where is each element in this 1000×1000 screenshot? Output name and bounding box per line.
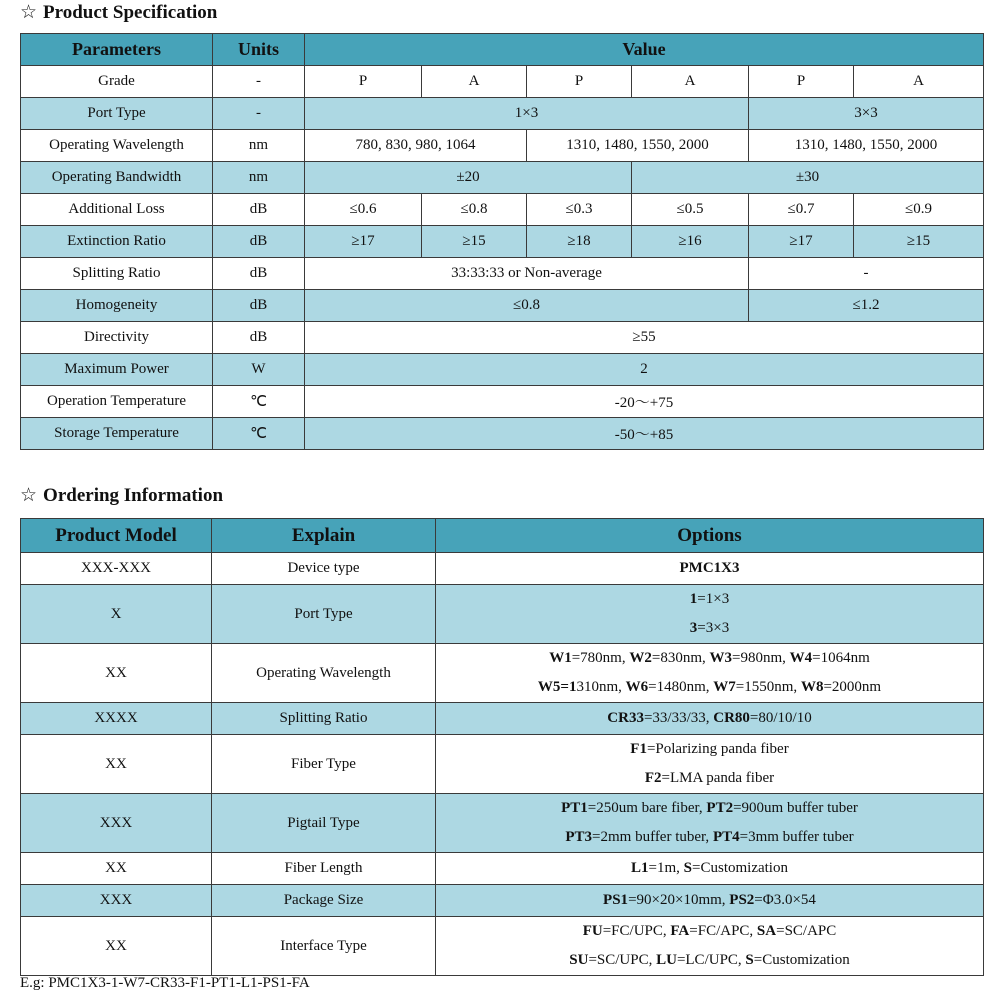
option-line [436, 886, 983, 915]
table-row [21, 794, 984, 853]
option-line [436, 554, 983, 583]
explain-cell: Interface Type [212, 917, 436, 976]
option-desc: 310nm, [576, 679, 626, 695]
param-label: Homogeneity [21, 290, 213, 322]
option-desc: =1480nm, [648, 679, 714, 695]
option-code: PT3 [565, 829, 593, 845]
spec-header-row [21, 34, 984, 66]
value-cell: A [422, 66, 527, 98]
table-row [21, 553, 984, 585]
option-desc: =FC/UPC, [602, 923, 671, 939]
row-grade [21, 66, 984, 98]
value-cell: ≤0.3 [527, 194, 632, 226]
option-line [436, 735, 983, 764]
options-cell [436, 553, 984, 585]
explain-cell: Package Size [212, 885, 436, 917]
header-explain: Explain [212, 519, 436, 553]
param-unit: dB [213, 226, 305, 258]
product-model-cell: X [21, 585, 212, 644]
option-code: 3 [689, 620, 698, 636]
param-label: Operation Temperature [21, 386, 213, 418]
header-units: Units [213, 34, 305, 66]
option-line [436, 585, 983, 614]
order-table-body [21, 553, 984, 976]
option-desc: =Customization [753, 952, 850, 968]
param-label: Port Type [21, 98, 213, 130]
option-line [436, 946, 983, 975]
value-cell: ≥17 [305, 226, 422, 258]
value-cell: 3×3 [749, 98, 984, 130]
value-cell: 1310, 1480, 1550, 2000 [527, 130, 749, 162]
explain-cell: Splitting Ratio [212, 703, 436, 735]
value-cell: 1×3 [305, 98, 749, 130]
option-line [436, 823, 983, 852]
order-section-title [20, 485, 223, 507]
option-desc: =LMA panda fiber [661, 770, 775, 786]
param-label: Operating Bandwidth [21, 162, 213, 194]
product-model-cell: XXXX [21, 703, 212, 735]
param-label: Maximum Power [21, 354, 213, 386]
row-additional-loss [21, 194, 984, 226]
option-desc: =780nm, [571, 650, 630, 666]
options-cell [436, 885, 984, 917]
option-desc: =SC/APC [776, 923, 837, 939]
option-desc: =830nm, [651, 650, 710, 666]
option-code: W6 [625, 679, 649, 695]
option-desc: =80/10/10 [749, 710, 812, 726]
param-unit: dB [213, 290, 305, 322]
option-line [436, 673, 983, 702]
value-cell: 2 [305, 354, 984, 386]
value-cell: A [854, 66, 984, 98]
product-model-cell: XX [21, 853, 212, 885]
option-desc: =33/33/33, [643, 710, 714, 726]
explain-cell: Device type [212, 553, 436, 585]
product-model-cell: XX [21, 917, 212, 976]
explain-cell: Port Type [212, 585, 436, 644]
option-code: W1 [549, 650, 572, 666]
product-model-cell: XXX-XXX [21, 553, 212, 585]
param-unit: ℃ [213, 386, 305, 418]
option-desc: =1m, [648, 860, 684, 876]
value-cell: ≤1.2 [749, 290, 984, 322]
options-cell [436, 917, 984, 976]
value-cell: P [749, 66, 854, 98]
value-cell: 33:33:33 or Non-average [305, 258, 749, 290]
value-cell: ≥55 [305, 322, 984, 354]
options-cell [436, 853, 984, 885]
param-label: Directivity [21, 322, 213, 354]
option-line [436, 794, 983, 823]
row-operating-bandwidth [21, 162, 984, 194]
value-cell: P [305, 66, 422, 98]
options-cell [436, 644, 984, 703]
option-code: F1 [630, 741, 647, 757]
option-code: W5=1 [537, 679, 577, 695]
option-code: 1 [689, 591, 698, 607]
param-unit: dB [213, 194, 305, 226]
spec-section-title [20, 2, 217, 24]
param-unit: dB [213, 258, 305, 290]
product-model-cell: XX [21, 644, 212, 703]
value-cell: 1310, 1480, 1550, 2000 [749, 130, 984, 162]
option-code: PS1 [603, 892, 629, 908]
header-product-model: Product Model [21, 519, 212, 553]
row-operation-temperature [21, 386, 984, 418]
row-storage-temperature [21, 418, 984, 450]
options-cell [436, 585, 984, 644]
value-cell: ±30 [632, 162, 984, 194]
param-label: Operating Wavelength [21, 130, 213, 162]
option-code: PT2 [706, 800, 734, 816]
option-desc: =Polarizing panda fiber [646, 741, 789, 757]
option-code: PT1 [561, 800, 588, 816]
option-desc: =1064nm [812, 650, 870, 666]
option-line [436, 704, 983, 733]
value-cell: A [632, 66, 749, 98]
options-cell [436, 703, 984, 735]
product-model-cell: XXX [21, 885, 212, 917]
option-code: SA [756, 923, 777, 939]
option-desc: =90×20×10mm, [628, 892, 730, 908]
param-label: Storage Temperature [21, 418, 213, 450]
header-options: Options [436, 519, 984, 553]
option-desc: =2mm buffer tuber, [592, 829, 713, 845]
row-splitting-ratio [21, 258, 984, 290]
value-cell: -50～+85 [305, 418, 984, 450]
option-desc: =980nm, [732, 650, 790, 666]
product-model-cell: XX [21, 735, 212, 794]
option-code: CR80 [713, 710, 750, 726]
value-cell: 780, 830, 980, 1064 [305, 130, 527, 162]
option-desc: =LC/UPC, [676, 952, 746, 968]
option-desc: =SC/UPC, [588, 952, 657, 968]
param-unit: - [213, 66, 305, 98]
param-unit: nm [213, 162, 305, 194]
product-model-cell: XXX [21, 794, 212, 853]
table-row [21, 853, 984, 885]
option-code: S [745, 952, 754, 968]
param-label: Splitting Ratio [21, 258, 213, 290]
option-desc: =1×3 [697, 591, 730, 607]
option-code: L1 [631, 860, 649, 876]
explain-cell: Fiber Type [212, 735, 436, 794]
row-directivity [21, 322, 984, 354]
table-row [21, 885, 984, 917]
table-row [21, 703, 984, 735]
star-icon: ☆ [20, 485, 38, 506]
row-maximum-power [21, 354, 984, 386]
explain-cell: Fiber Length [212, 853, 436, 885]
option-desc: =1550nm, [735, 679, 801, 695]
option-desc: =250um bare fiber, [587, 800, 707, 816]
header-parameters: Parameters [21, 34, 213, 66]
param-label: Extinction Ratio [21, 226, 213, 258]
order-header-row [21, 519, 984, 553]
param-label: Additional Loss [21, 194, 213, 226]
option-code: SU [569, 952, 589, 968]
value-cell: ≤0.8 [305, 290, 749, 322]
example-code: E.g: PMC1X3-1-W7-CR33-F1-PT1-L1-PS1-FA [20, 975, 310, 991]
option-code: W8 [800, 679, 824, 695]
value-cell: - [749, 258, 984, 290]
option-desc: =900um buffer tuber [733, 800, 858, 816]
option-code: LU [656, 952, 677, 968]
explain-cell: Operating Wavelength [212, 644, 436, 703]
param-unit: dB [213, 322, 305, 354]
value-cell: ≥18 [527, 226, 632, 258]
option-code: F2 [644, 770, 662, 786]
option-code: PT4 [712, 829, 740, 845]
order-title-text: Ordering Information [43, 485, 224, 506]
option-code: S [683, 860, 693, 876]
option-line [436, 854, 983, 883]
spec-title-text: Product Specification [43, 2, 218, 23]
specification-table [20, 33, 984, 450]
value-cell: ≤0.5 [632, 194, 749, 226]
option-code: W4 [789, 650, 813, 666]
option-line [436, 917, 983, 946]
option-desc: =Customization [692, 860, 788, 876]
option-line [436, 644, 983, 673]
explain-cell: Pigtail Type [212, 794, 436, 853]
param-unit: - [213, 98, 305, 130]
value-cell: ≤0.8 [422, 194, 527, 226]
ordering-table [20, 518, 984, 976]
option-desc: =3×3 [697, 620, 730, 636]
value-cell: ≤0.6 [305, 194, 422, 226]
table-row [21, 917, 984, 976]
option-code: W3 [709, 650, 732, 666]
table-row [21, 644, 984, 703]
option-code: W7 [713, 679, 736, 695]
option-desc: =FC/APC, [689, 923, 757, 939]
table-row [21, 585, 984, 644]
option-code: W2 [629, 650, 652, 666]
value-cell: ≥15 [422, 226, 527, 258]
option-code: FU [582, 923, 603, 939]
param-label: Grade [21, 66, 213, 98]
option-desc: =3mm buffer tuber [739, 829, 854, 845]
value-cell: ≤0.9 [854, 194, 984, 226]
value-cell: ≥17 [749, 226, 854, 258]
value-cell: ≤0.7 [749, 194, 854, 226]
row-extinction-ratio [21, 226, 984, 258]
option-code: PS2 [729, 892, 755, 908]
value-cell: ±20 [305, 162, 632, 194]
param-unit: W [213, 354, 305, 386]
option-code: FA [670, 923, 690, 939]
row-port-type [21, 98, 984, 130]
option-desc: =2000nm [823, 679, 882, 695]
option-code: PMC1X3 [679, 560, 740, 576]
options-cell [436, 735, 984, 794]
row-operating-wavelength [21, 130, 984, 162]
option-line [436, 614, 983, 643]
value-cell: ≥16 [632, 226, 749, 258]
star-icon: ☆ [20, 2, 38, 23]
row-homogeneity [21, 290, 984, 322]
value-cell: -20～+75 [305, 386, 984, 418]
option-code: CR33 [607, 710, 644, 726]
param-unit: nm [213, 130, 305, 162]
value-cell: P [527, 66, 632, 98]
table-row [21, 735, 984, 794]
value-cell: ≥15 [854, 226, 984, 258]
option-desc: =Φ3.0×54 [754, 892, 816, 908]
header-value: Value [305, 34, 984, 66]
param-unit: ℃ [213, 418, 305, 450]
options-cell [436, 794, 984, 853]
option-line [436, 764, 983, 793]
